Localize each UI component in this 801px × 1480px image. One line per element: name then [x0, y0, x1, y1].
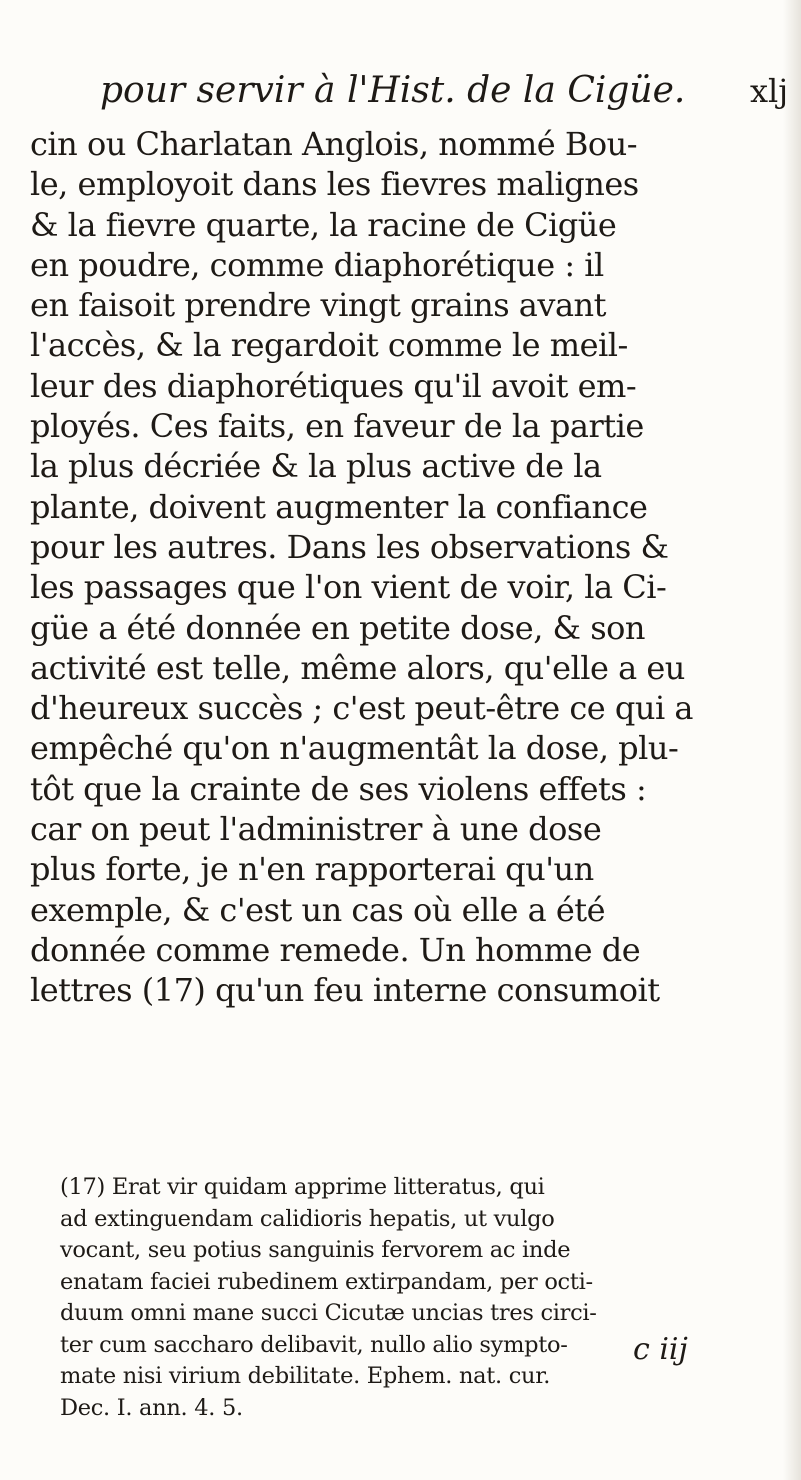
footnote-line: ter cum saccharo delibavit, nullo alio sympto-	[60, 1331, 568, 1358]
text-line: leur des diaphorétiques qu'il avoit em-	[30, 366, 637, 405]
text-line: les passages que l'on vient de voir, la Ci-	[30, 568, 667, 607]
text-line: le, employoit dans les fievres malignes	[30, 165, 639, 204]
text-line: lettres (17) qu'un feu interne consumoit	[30, 971, 660, 1010]
footnote-line: mate nisi virium debilitate. Ephem. nat. cur.	[60, 1363, 551, 1389]
text-line: exemple, & c'est un cas où elle a été	[30, 890, 606, 929]
text-line: cin ou Charlatan Anglois, nommé Bou-	[30, 125, 638, 163]
text-line: plante, doivent augmenter la confiance	[30, 487, 648, 526]
footnote-line: vocant, seu potius sanguinis fervorem ac inde	[60, 1237, 571, 1263]
footnote-block	[60, 1172, 780, 1424]
signature-mark: c iij	[633, 1332, 688, 1367]
footnote-line: duum omni mane succi Cicutæ uncias tres circi-	[60, 1300, 597, 1326]
footnote-line: enatam faciei rubedinem extirpandam, per octi-	[60, 1268, 593, 1295]
page-number: xlj	[750, 72, 789, 110]
running-title: pour servir à l'Hist. de la Cigüe.	[100, 70, 686, 111]
text-line: & la fievre quarte, la racine de Cigüe	[30, 205, 617, 244]
text-line: d'heureux succès ; c'est peut-être ce qui a	[30, 689, 693, 728]
text-line: en poudre, comme diaphorétique : il	[30, 245, 604, 284]
text-line: car on peut l'administrer à une dose	[30, 810, 602, 849]
footnote-line: ad extinguendam calidioris hepatis, ut vulgo	[60, 1205, 555, 1232]
text-line: güe a été donnée en petite dose, & son	[30, 608, 645, 647]
text-line: activité est telle, même alors, qu'elle a eu	[30, 648, 685, 687]
page-header	[100, 66, 789, 116]
text-line: plus forte, je n'en rapporterai qu'un	[30, 850, 594, 889]
text-line: en faisoit prendre vingt grains avant	[30, 286, 606, 325]
text-line: ployés. Ces faits, en faveur de la partie	[30, 407, 644, 446]
text-line: donnée comme remede. Un homme de	[30, 930, 641, 969]
main-text-block	[30, 124, 800, 1011]
text-line: tôt que la crainte de ses violens effets :	[30, 769, 647, 808]
footnote-line: (17) Erat vir quidam apprime litteratus, qui	[60, 1174, 545, 1200]
text-line: pour les autres. Dans les observations &	[30, 527, 669, 566]
text-line: empêché qu'on n'augmentât la dose, plu-	[30, 729, 679, 768]
text-line: la plus décriée & la plus active de la	[30, 447, 602, 486]
footnote-line: Dec. I. ann. 4. 5.	[60, 1394, 243, 1421]
text-line: l'accès, & la regardoit comme le meil-	[30, 326, 628, 365]
